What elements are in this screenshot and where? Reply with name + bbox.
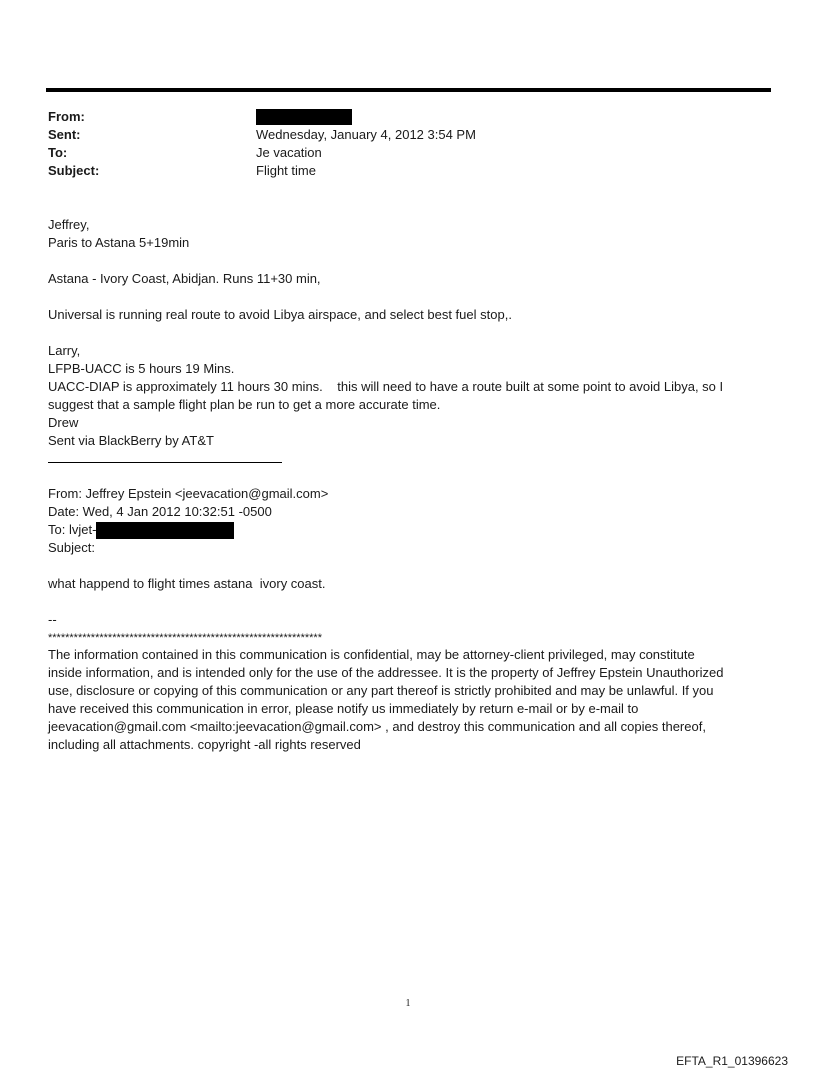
- original-to-row: [48, 521, 778, 539]
- document-id: EFTA_R1_01396623: [676, 1054, 788, 1068]
- to-label: To:: [48, 145, 68, 160]
- reply-block: [48, 342, 778, 450]
- subject-label: Subject:: [48, 163, 100, 178]
- message-astana: [48, 270, 778, 288]
- original-subject: Subject:: [48, 540, 95, 555]
- reply-line: Drew: [48, 415, 79, 430]
- from-label: From:: [48, 109, 85, 124]
- to-row: [48, 144, 476, 162]
- disclaimer-line: including all attachments. copyright -all rights reserved: [48, 737, 361, 752]
- sent-row: [48, 126, 476, 144]
- sent-value: Wednesday, January 4, 2012 3:54 PM: [256, 127, 476, 142]
- disclaimer-line: jeevacation@gmail.com <mailto:jeevacation@gmail.com> , and destroy this communication and all copies thereof,: [48, 719, 706, 734]
- reply-line: Larry,: [48, 343, 81, 358]
- message-line: Jeffrey,: [48, 217, 90, 232]
- reply-line: UACC-DIAP is approximately 11 hours 30 mins. this will need to have a route built at some point to avoid Libya, so I: [48, 379, 724, 394]
- signature-dash: --: [48, 612, 57, 627]
- separator-line: [48, 462, 282, 463]
- disclaimer-line: use, disclosure or copying of this communication or any part thereof is strictly prohibited and may be unlawful. If you: [48, 683, 714, 698]
- message-line: Paris to Astana 5+19min: [48, 235, 190, 250]
- original-body: [48, 575, 778, 593]
- disclaimer-line: have received this communication in error, please notify us immediately by return e-mail or by e-mail to: [48, 701, 639, 716]
- header-rule: [46, 88, 771, 92]
- original-header: [48, 485, 778, 557]
- page-number: 1: [405, 998, 411, 1009]
- reply-line: LFPB-UACC is 5 hours 19 Mins.: [48, 361, 235, 376]
- original-from: From: Jeffrey Epstein <jeevacation@gmail.com>: [48, 486, 329, 501]
- original-date: Date: Wed, 4 Jan 2012 10:32:51 -0500: [48, 504, 272, 519]
- from-row: [48, 108, 476, 126]
- sent-label: Sent:: [48, 127, 81, 142]
- reply-line: suggest that a sample flight plan be run to get a more accurate time.: [48, 397, 441, 412]
- disclaimer-line: inside information, and is intended only for the use of the addressee. It is the property of Jeffrey Epstein Unauthorized: [48, 665, 724, 680]
- redacted-sender: [256, 109, 352, 125]
- message-line: Astana - Ivory Coast, Abidjan. Runs 11+30 min,: [48, 271, 321, 286]
- reply-line: Sent via BlackBerry by AT&T: [48, 433, 214, 448]
- subject-row: [48, 162, 476, 180]
- to-value: Je vacation: [256, 145, 322, 160]
- message-universal: [48, 306, 778, 324]
- disclaimer: [48, 646, 778, 754]
- subject-value: Flight time: [256, 163, 316, 178]
- email-header: [48, 108, 476, 180]
- message-line: Universal is running real route to avoid Libya airspace, and select best fuel stop,.: [48, 307, 512, 322]
- original-to: To: lvjet-: [48, 522, 97, 537]
- signature-stars: ****************************************************************: [48, 632, 322, 644]
- signature: [48, 611, 778, 647]
- redacted-recipient: [96, 522, 234, 539]
- message-greeting: [48, 216, 778, 252]
- original-body-line: what happend to flight times astana ivory coast.: [48, 576, 326, 591]
- disclaimer-line: The information contained in this communication is confidential, may be attorney-client privileged, may constitute: [48, 647, 695, 662]
